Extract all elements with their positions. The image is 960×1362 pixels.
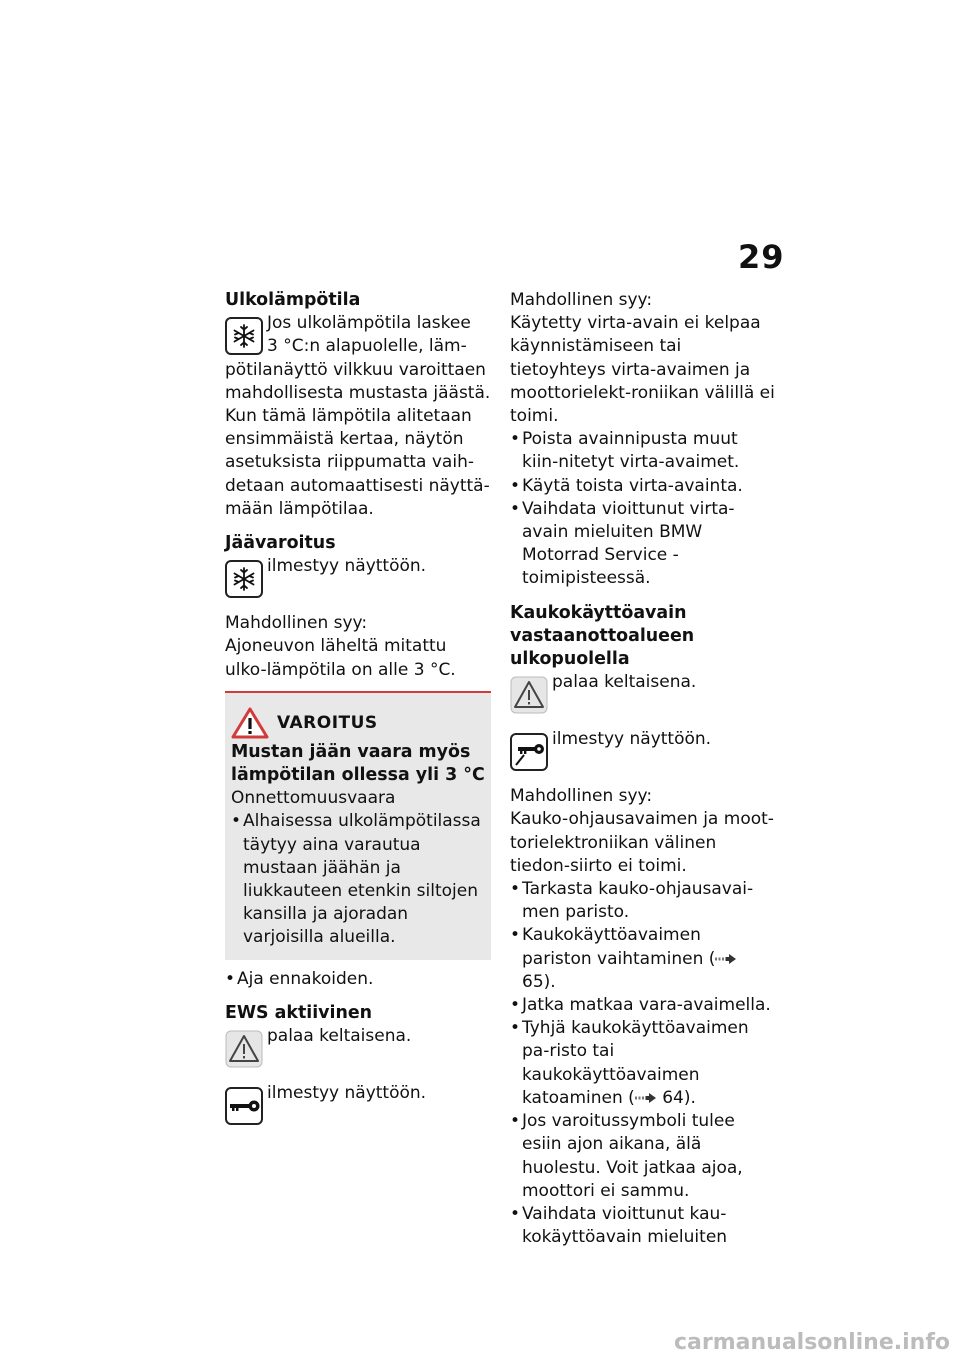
section-heading-outdoor-temp: Ulkolämpötila (225, 290, 361, 310)
list-item-end: ). (683, 1087, 696, 1108)
list-item-text: Kaukokäyttöavaimen pariston vaihtaminen ( (522, 925, 716, 969)
list-item: • Vaihdata vioittunut virta-avain mieluiten BMW Motorrad Service -toimipisteessä. (510, 498, 775, 591)
section-heading-remote-key: Kaukokäyttöavain vastaanottoalueen ulkopuolella (510, 602, 695, 670)
list-item (510, 1017, 775, 1110)
section-heading-ews: EWS aktiivinen (225, 1002, 373, 1023)
remote-key-line-2: ilmestyy näyttöön. (552, 729, 712, 750)
warning-triangle-icon (510, 676, 548, 714)
warning-box (225, 691, 491, 960)
page-reference-link[interactable]: 65 (522, 971, 544, 992)
snowflake-icon (225, 560, 263, 598)
right-column (510, 289, 775, 1249)
warning-title-row (231, 705, 485, 741)
list-item: • Poista avainnipusta muut kiin-nitetyt virta-avaimet. (510, 428, 775, 474)
warning-title: VAROITUS (277, 712, 378, 733)
list-item (510, 924, 775, 994)
remote-cause-text: Kauko-ohjausavaimen ja moot-torielektroniikan välinen tiedon-siirto ei toimi. (510, 809, 774, 876)
page-reference-link[interactable]: 64 (662, 1087, 684, 1108)
outdoor-temp-text: pötilanäyttö vilkkuu varoittaen mahdollisesta mustasta jäästä. Kun tämä lämpötila alitetaan ensimmäistä kertaa, näytön asetuksista riippumatta vaih-detaan automaattisesti näyttä-mään lämpötilaa. (225, 359, 491, 519)
key-icon (225, 1087, 263, 1125)
ice-warning-paragraph (225, 555, 491, 601)
list-item: • Tarkasta kauko-ohjausavai-men paristo. (510, 878, 775, 924)
list-item: • Jos varoitussymboli tulee esiin ajon aikana, älä huolestu. Voit jatkaa ajoa, moottori ei sammu. (510, 1110, 775, 1203)
footer-watermark: carmanualsonline.info (674, 1330, 950, 1355)
section-heading-ice-warning: Jäävaroitus (225, 533, 336, 554)
list-item: • Vaihdata vioittunut kau-kokäyttöavain mieluiten (510, 1203, 775, 1249)
ews-line-1: palaa keltaisena. (267, 1026, 412, 1047)
ice-cause-text: Ajoneuvon läheltä mitattu ulko-lämpötila on alle 3 °C. (225, 636, 456, 680)
ice-warning-line: ilmestyy näyttöön. (267, 556, 427, 577)
remote-key-line-1: palaa keltaisena. (552, 672, 697, 693)
page-reference-arrow-icon (715, 953, 737, 965)
list-item: • Aja ennakoiden. (225, 968, 491, 991)
warning-triangle-icon (231, 707, 269, 739)
ews-line-2: ilmestyy näyttöön. (267, 1083, 427, 1104)
ice-cause-label: Mahdollinen syy: (225, 613, 368, 634)
page-reference-arrow-icon (635, 1092, 657, 1104)
remote-cause-label: Mahdollinen syy: (510, 786, 653, 807)
outdoor-temp-paragraph (225, 312, 491, 521)
remote-key-icon (510, 733, 548, 771)
outdoor-temp-line-1: Jos ulkolämpötila laskee (267, 313, 471, 334)
left-column (225, 289, 491, 1128)
ews-paragraph-2 (225, 1082, 491, 1128)
warning-bold-text: Mustan jään vaara myös lämpötilan ollessa yli 3 °C (231, 741, 485, 786)
list-item-text: Tyhjä kaukokäyttöavaimen pa-risto tai kaukokäyttöavaimen katoaminen ( (522, 1018, 749, 1108)
remote-key-paragraph-2 (510, 728, 775, 774)
warning-subtitle: Onnettomuusvaara (231, 788, 396, 809)
list-item: • Jatka matkaa vara-avaimella. (510, 994, 775, 1017)
page-number: 29 (738, 238, 785, 276)
warning-triangle-icon (225, 1030, 263, 1068)
cause-label: Mahdollinen syy: (510, 290, 653, 310)
list-item-end: ). (543, 971, 556, 992)
outdoor-temp-line-2: 3 °C:n alapuolelle, läm- (267, 336, 467, 357)
list-item: • Käytä toista virta-avainta. (510, 475, 775, 498)
remote-key-paragraph-1 (510, 671, 775, 717)
cause-text: Käytetty virta-avain ei kelpaa käynnistämiseen tai tietoyhteys virta-avaimen ja moottorielekt-roniikan välillä ei toimi. (510, 313, 775, 427)
warning-bullet: • Alhaisessa ulkolämpötilassa täytyy aina varautua mustaan jäähän ja liukkauteen etenkin siltojen kansilla ja ajoradan varjoisilla alueilla. (231, 810, 485, 949)
snowflake-icon (225, 317, 263, 355)
ews-paragraph-1 (225, 1025, 491, 1071)
